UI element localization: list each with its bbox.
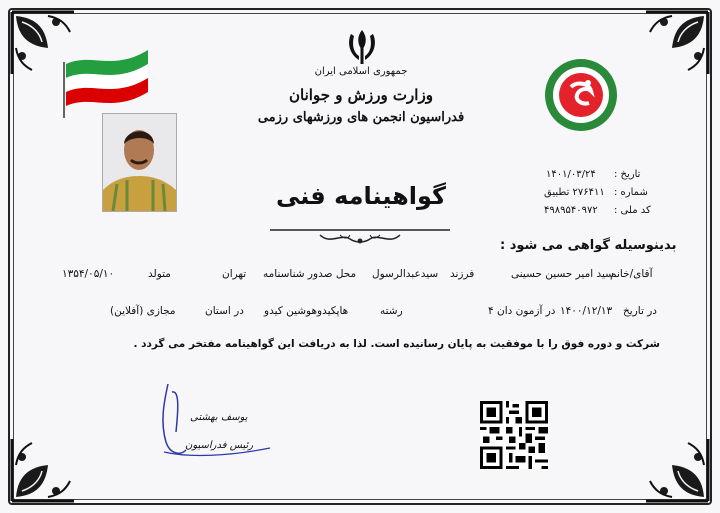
- federation-text: فدراسیون انجمن های ورزشهای رزمی: [257, 110, 465, 125]
- number-label: شماره :: [614, 187, 648, 198]
- corner-ornament-icon: [642, 435, 712, 505]
- intro-text: بدینوسیله گواهی می شود :: [500, 238, 677, 253]
- exam-text: در آزمون دان ۴: [488, 305, 556, 317]
- qr-code-icon: [480, 401, 548, 469]
- ministry-text: وزارت ورزش و جوانان: [289, 86, 433, 104]
- exam-date: ۱۴۰۰/۱۲/۱۳: [560, 305, 613, 317]
- born-label: متولد: [148, 268, 171, 280]
- federation-logo-icon: [543, 57, 619, 133]
- signatory-name: یوسف بهشتی: [190, 412, 248, 423]
- holder-prefix: آقای/خانم: [610, 268, 653, 280]
- date-value: ۱۴۰۱/۰۳/۲۴: [546, 169, 596, 180]
- born-date: ۱۳۵۴/۰۵/۱۰: [62, 268, 115, 280]
- signatory-title: رئیس فدراسیون: [185, 440, 254, 451]
- province-value: مجازی (آفلاین): [110, 305, 176, 317]
- iran-emblem-icon: [345, 28, 379, 66]
- national-code-label: کد ملی :: [614, 205, 651, 216]
- closing-text: شرکت و دوره فوق را با موفقیت به پایان رسانیده است. لذا به دریافت این گواهینامه مفتخر می گردد .: [133, 338, 660, 350]
- corner-ornament-icon: [8, 435, 78, 505]
- issue-place: تهران: [222, 268, 247, 280]
- field-value: هاپکیدوهوشین کیدو: [264, 305, 349, 317]
- holder-name: سید امیر حسین حسینی: [511, 268, 614, 280]
- field-label: رشته: [380, 305, 403, 317]
- province-label: در استان: [205, 305, 244, 317]
- corner-ornament-icon: [642, 8, 712, 78]
- divider-ornament-icon: [270, 225, 450, 247]
- father-label: فرزند: [450, 268, 475, 280]
- date-label: تاریخ :: [614, 169, 641, 180]
- iran-flag-icon: [52, 42, 152, 118]
- father-name: سیدعبدالرسول: [372, 268, 439, 280]
- national-code-value: ۴۹۸۹۵۴۰۹۷۲: [544, 205, 598, 216]
- holder-photo: [102, 113, 177, 212]
- issue-place-label: محل صدور شناسنامه: [263, 268, 357, 280]
- republic-text: جمهوری اسلامی ایران: [314, 66, 408, 77]
- exam-date-prefix: در تاریخ: [623, 305, 657, 317]
- certificate-title: گواهینامه فنی: [275, 182, 447, 210]
- number-value: ۲۷۶۴۱۱ تطبیق: [544, 187, 605, 198]
